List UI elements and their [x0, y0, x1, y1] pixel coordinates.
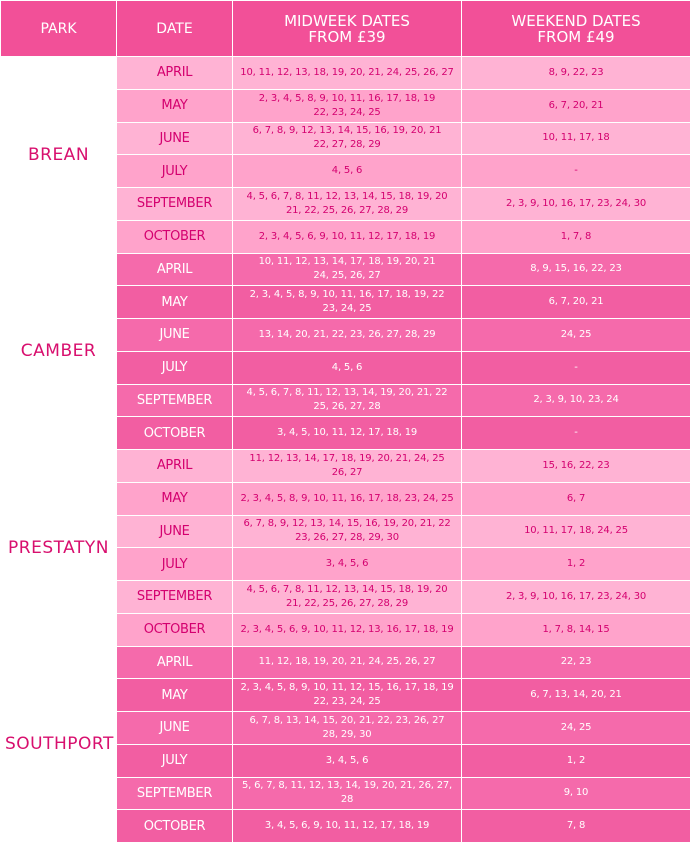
month-cell: OCTOBER	[117, 220, 233, 253]
midweek-dates-cell: 3, 4, 5, 6	[233, 744, 462, 777]
midweek-dates-cell: 11, 12, 13, 14, 17, 18, 19, 20, 21, 24, 25 26, 27	[233, 450, 462, 483]
weekend-dates-cell: -	[462, 155, 690, 188]
weekend-dates-cell: 6, 7, 20, 21	[462, 89, 690, 122]
midweek-column-header	[233, 1, 462, 57]
midweek-dates-cell: 2, 3, 4, 5, 8, 9, 10, 11, 16, 17, 18, 23, 24, 25	[233, 482, 462, 515]
midweek-dates-cell: 10, 11, 12, 13, 14, 17, 18, 19, 20, 21 24, 25, 26, 27	[233, 253, 462, 286]
weekend-dates-cell: 15, 16, 22, 23	[462, 450, 690, 483]
month-cell: SEPTEMBER	[117, 581, 233, 614]
midweek-dates-cell: 10, 11, 12, 13, 18, 19, 20, 21, 24, 25, 26, 27	[233, 57, 462, 90]
month-cell: JULY	[117, 351, 233, 384]
park-block-camber	[1, 253, 690, 450]
park-block-prestatyn	[1, 450, 690, 647]
park-name-brean: BREAN	[1, 57, 117, 254]
park-block-brean	[1, 57, 690, 254]
midweek-dates-cell: 2, 3, 4, 5, 8, 9, 10, 11, 16, 17, 18, 19 22, 23, 24, 25	[233, 89, 462, 122]
month-cell: MAY	[117, 482, 233, 515]
midweek-dates-cell: 13, 14, 20, 21, 22, 23, 26, 27, 28, 29	[233, 319, 462, 352]
weekend-dates-cell: 2, 3, 9, 10, 16, 17, 23, 24, 30	[462, 188, 690, 221]
month-cell: JULY	[117, 155, 233, 188]
weekend-dates-cell: -	[462, 417, 690, 450]
weekend-dates-cell: 2, 3, 9, 10, 23, 24	[462, 384, 690, 417]
month-cell: SEPTEMBER	[117, 384, 233, 417]
midweek-dates-cell: 3, 4, 5, 6	[233, 548, 462, 581]
park-name-camber: CAMBER	[1, 253, 117, 450]
midweek-dates-cell: 3, 4, 5, 6, 9, 10, 11, 12, 17, 18, 19	[233, 810, 462, 843]
month-cell: OCTOBER	[117, 417, 233, 450]
midweek-dates-cell: 4, 5, 6	[233, 351, 462, 384]
midweek-dates-cell: 3, 4, 5, 10, 11, 12, 17, 18, 19	[233, 417, 462, 450]
date-column-header: DATE	[117, 1, 233, 57]
midweek-dates-cell: 11, 12, 18, 19, 20, 21, 24, 25, 26, 27	[233, 646, 462, 679]
park-name-southport: SOUTHPORT	[1, 646, 117, 843]
month-cell: SEPTEMBER	[117, 777, 233, 810]
midweek-dates-cell: 2, 3, 4, 5, 8, 9, 10, 11, 16, 17, 18, 19, 22 23, 24, 25	[233, 286, 462, 319]
midweek-dates-cell: 6, 7, 8, 9, 12, 13, 14, 15, 16, 19, 20, 21 22, 27, 28, 29	[233, 122, 462, 155]
month-cell: JULY	[117, 744, 233, 777]
midweek-header-title: MIDWEEK DATES	[284, 11, 410, 30]
midweek-dates-cell: 2, 3, 4, 5, 6, 9, 10, 11, 12, 17, 18, 19	[233, 220, 462, 253]
midweek-dates-cell: 6, 7, 8, 13, 14, 15, 20, 21, 22, 23, 26, 27 28, 29, 30	[233, 712, 462, 745]
weekend-dates-cell: 6, 7	[462, 482, 690, 515]
month-cell: JULY	[117, 548, 233, 581]
month-cell: JUNE	[117, 122, 233, 155]
weekend-dates-cell: 6, 7, 20, 21	[462, 286, 690, 319]
table-row	[1, 450, 690, 483]
weekend-header-title: WEEKEND DATES	[511, 11, 641, 30]
table-header	[1, 1, 690, 57]
month-cell: APRIL	[117, 646, 233, 679]
midweek-dates-cell: 4, 5, 6, 7, 8, 11, 12, 13, 14, 15, 18, 19, 20 21, 22, 25, 26, 27, 28, 29	[233, 581, 462, 614]
month-cell: OCTOBER	[117, 810, 233, 843]
midweek-dates-cell: 4, 5, 6, 7, 8, 11, 12, 13, 14, 15, 18, 19, 20 21, 22, 25, 26, 27, 28, 29	[233, 188, 462, 221]
weekend-dates-cell: 2, 3, 9, 10, 16, 17, 23, 24, 30	[462, 581, 690, 614]
month-cell: JUNE	[117, 515, 233, 548]
weekend-header-price: FROM £49	[537, 27, 615, 46]
month-cell: SEPTEMBER	[117, 188, 233, 221]
weekend-dates-cell: 1, 2	[462, 548, 690, 581]
park-name-prestatyn: PRESTATYN	[1, 450, 117, 647]
weekend-dates-cell: 1, 7, 8	[462, 220, 690, 253]
weekend-column-header	[462, 1, 690, 57]
weekend-dates-cell: -	[462, 351, 690, 384]
midweek-dates-cell: 2, 3, 4, 5, 6, 9, 10, 11, 12, 13, 16, 17, 18, 19	[233, 613, 462, 646]
weekend-dates-cell: 8, 9, 15, 16, 22, 23	[462, 253, 690, 286]
midweek-header-price: FROM £39	[308, 27, 386, 46]
weekend-dates-cell: 8, 9, 22, 23	[462, 57, 690, 90]
table-row	[1, 646, 690, 679]
month-cell: JUNE	[117, 712, 233, 745]
midweek-dates-cell: 4, 5, 6, 7, 8, 11, 12, 13, 14, 19, 20, 21, 22 25, 26, 27, 28	[233, 384, 462, 417]
weekend-dates-cell: 10, 11, 17, 18, 24, 25	[462, 515, 690, 548]
weekend-dates-cell: 24, 25	[462, 319, 690, 352]
midweek-dates-cell: 5, 6, 7, 8, 11, 12, 13, 14, 19, 20, 21, 26, 27, 28	[233, 777, 462, 810]
month-cell: OCTOBER	[117, 613, 233, 646]
table-row	[1, 253, 690, 286]
month-cell: APRIL	[117, 57, 233, 90]
month-cell: MAY	[117, 679, 233, 712]
park-column-header: PARK	[1, 1, 117, 57]
month-cell: APRIL	[117, 253, 233, 286]
weekend-dates-cell: 7, 8	[462, 810, 690, 843]
weekend-dates-cell: 6, 7, 13, 14, 20, 21	[462, 679, 690, 712]
park-block-southport	[1, 646, 690, 843]
weekend-dates-cell: 10, 11, 17, 18	[462, 122, 690, 155]
month-cell: APRIL	[117, 450, 233, 483]
midweek-dates-cell: 2, 3, 4, 5, 8, 9, 10, 11, 12, 15, 16, 17, 18, 19 22, 23, 24, 25	[233, 679, 462, 712]
table-row	[1, 57, 690, 90]
weekend-dates-cell: 1, 2	[462, 744, 690, 777]
midweek-dates-cell: 6, 7, 8, 9, 12, 13, 14, 15, 16, 19, 20, 21, 22 23, 26, 27, 28, 29, 30	[233, 515, 462, 548]
midweek-dates-cell: 4, 5, 6	[233, 155, 462, 188]
month-cell: MAY	[117, 286, 233, 319]
weekend-dates-cell: 24, 25	[462, 712, 690, 745]
month-cell: JUNE	[117, 319, 233, 352]
month-cell: MAY	[117, 89, 233, 122]
weekend-dates-cell: 22, 23	[462, 646, 690, 679]
weekend-dates-cell: 1, 7, 8, 14, 15	[462, 613, 690, 646]
weekend-dates-cell: 9, 10	[462, 777, 690, 810]
